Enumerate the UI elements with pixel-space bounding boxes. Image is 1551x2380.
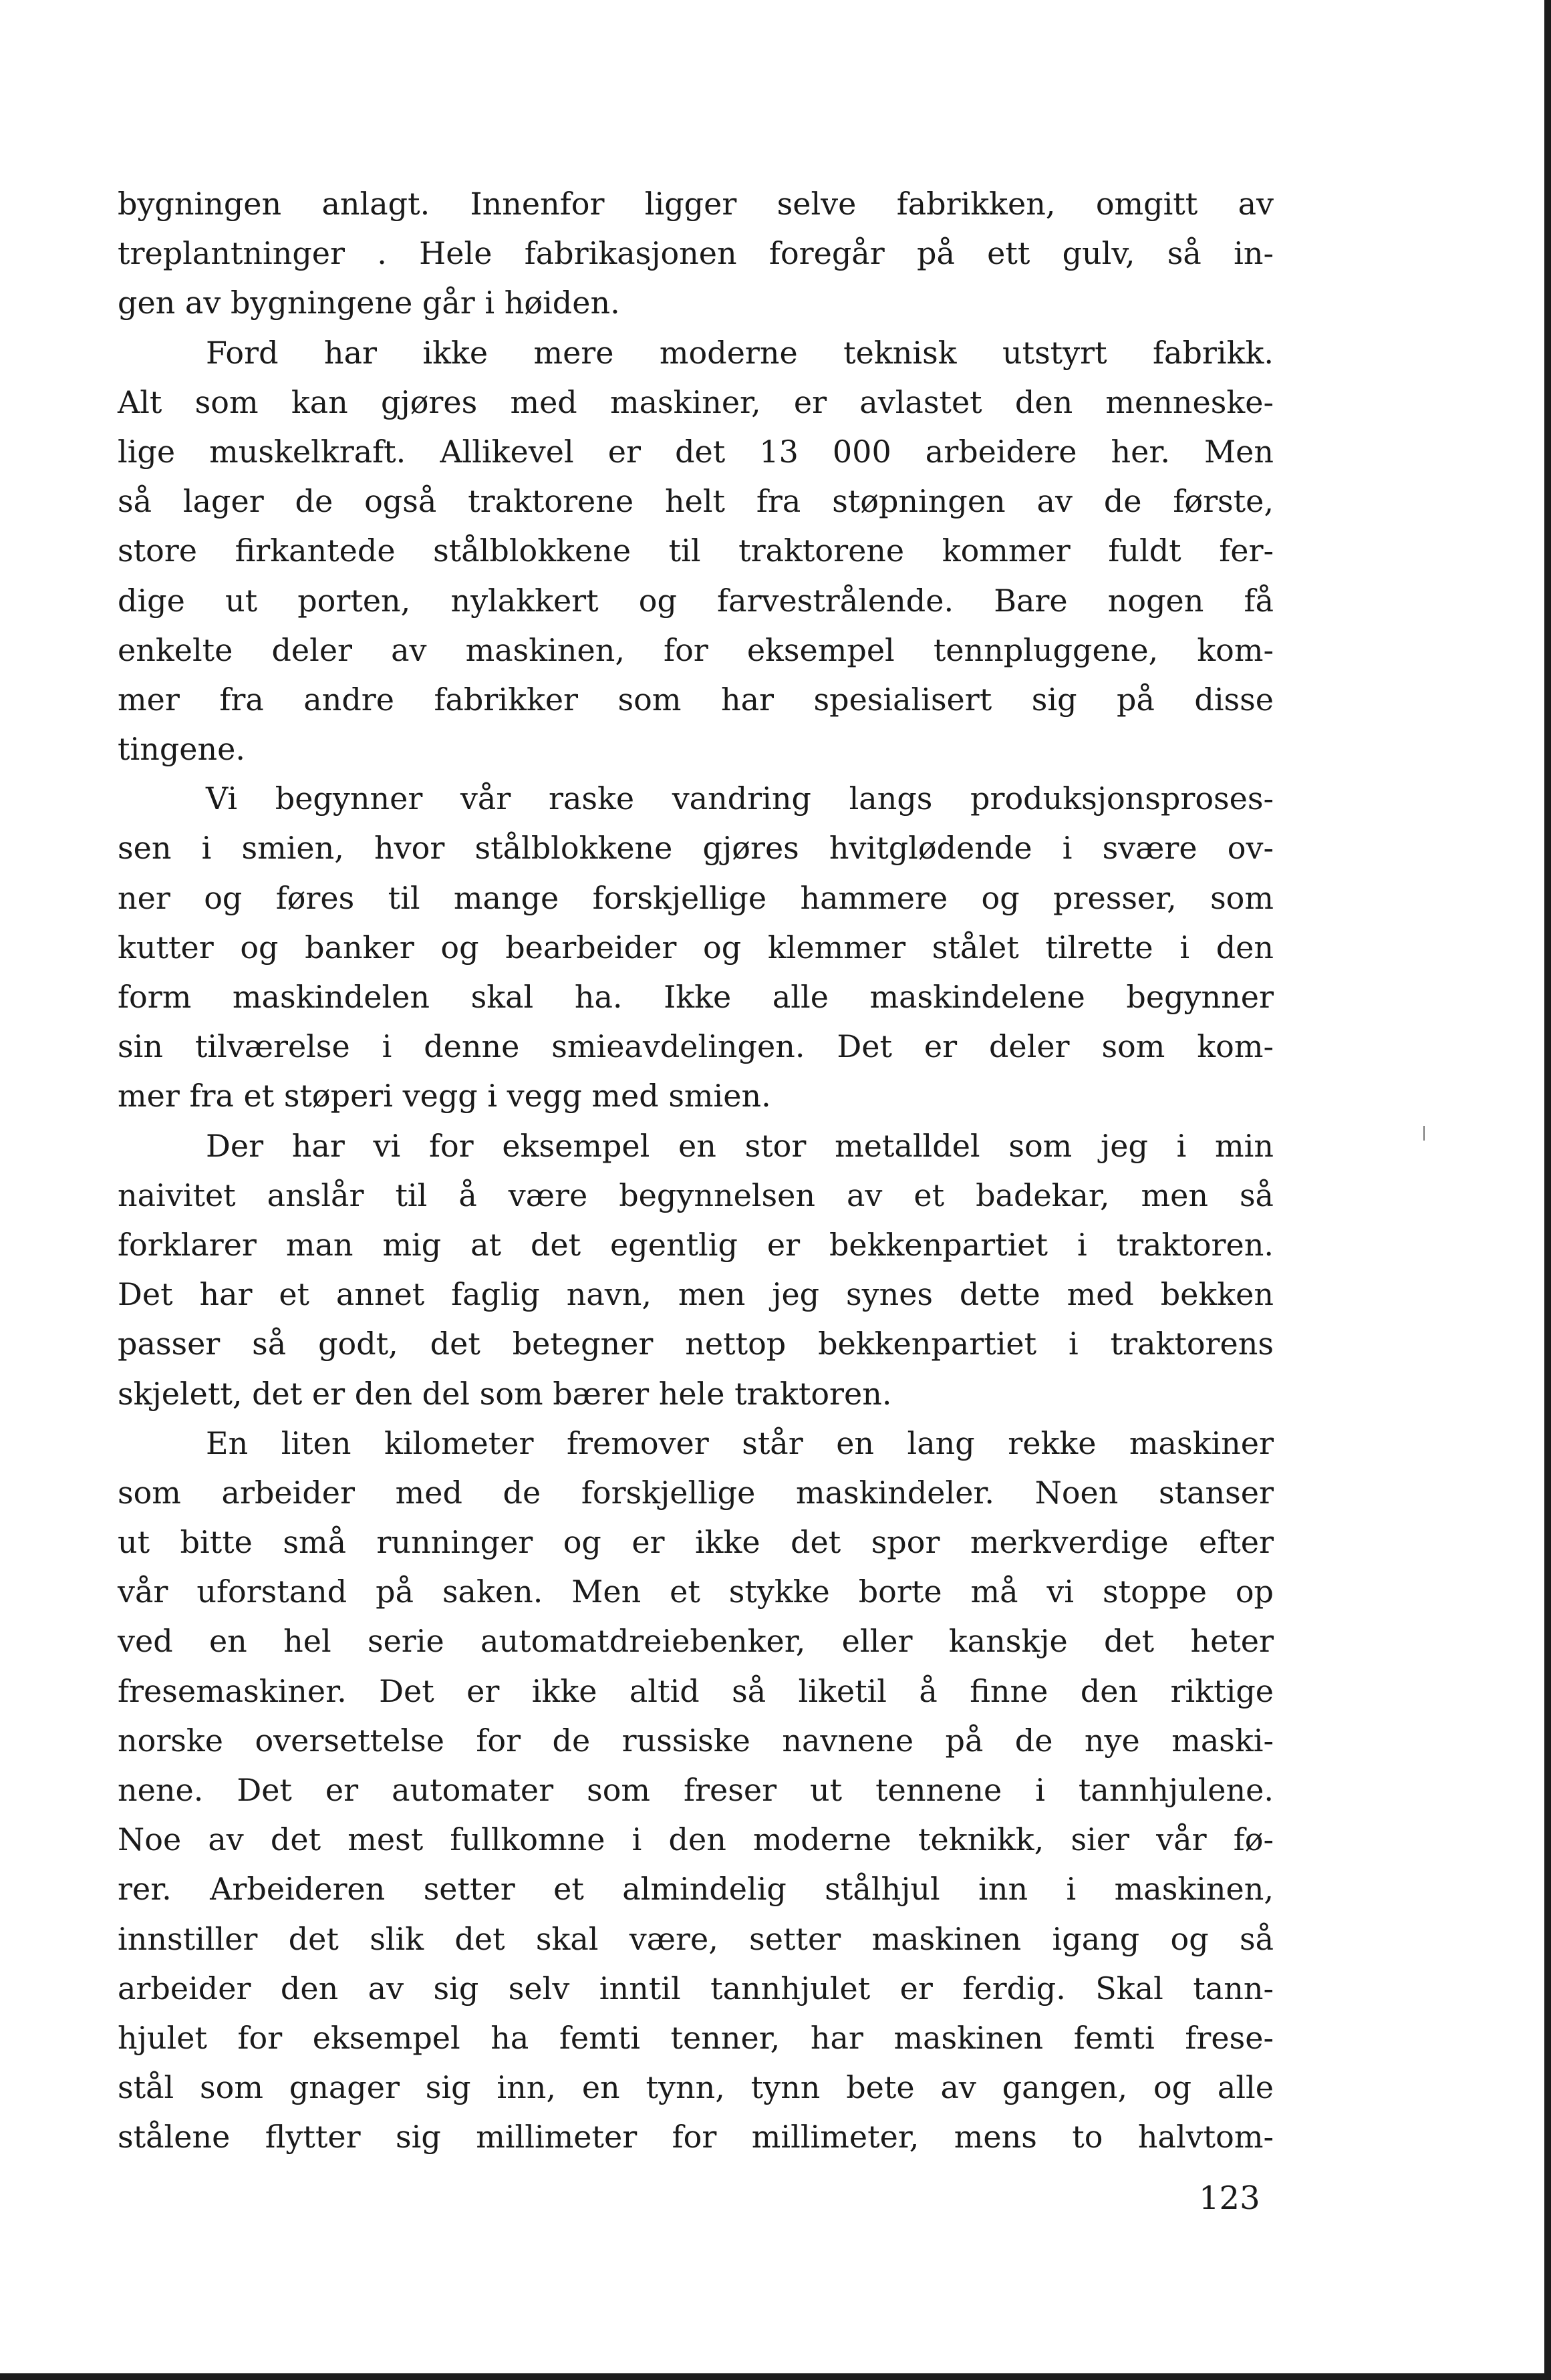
text-line: passer så godt, det betegner nettop bekkenpartiet i traktorens bbox=[118, 1326, 1274, 1362]
text-line: stålene flytter sig millimeter for millimeter, mens to halvtom- bbox=[118, 2119, 1274, 2155]
text-line: sen i smien, hvor stålblokkene gjøres hvitglødende i svære ov- bbox=[118, 830, 1274, 867]
text-line: vår uforstand på saken. Men et stykke borte må vi stoppe op bbox=[118, 1574, 1274, 1610]
text-line: Vi begynner vår raske vandring langs produksjonsproses- bbox=[206, 780, 1274, 817]
text-line: som arbeider med de forskjellige maskindeler. Noen stanser bbox=[118, 1474, 1274, 1511]
text-line: Noe av det mest fullkomne i den moderne teknikk, sier vår fø- bbox=[118, 1821, 1274, 1858]
text-line: nene. Det er automater som freser ut tennene i tannhjulene. bbox=[118, 1772, 1274, 1808]
text-line: form maskindelen skal ha. Ikke alle maskindelene begynner bbox=[118, 979, 1274, 1015]
text-line: enkelte deler av maskinen, for eksempel tennpluggene, kom- bbox=[118, 631, 1274, 668]
text-line: dige ut porten, nylakkert og farvestrålende. Bare nogen få bbox=[118, 582, 1274, 619]
text-line: mer fra et støperi vegg i vegg med smien. bbox=[118, 1078, 771, 1114]
text-line: bygningen anlagt. Innenfor ligger selve fabrikken, omgitt av bbox=[118, 186, 1274, 222]
text-line: hjulet for eksempel ha femti tenner, har maskinen femti frese- bbox=[118, 2019, 1274, 2056]
text-line: så lager de også traktorene helt fra støpningen av de første, bbox=[118, 483, 1274, 520]
text-line: Ford har ikke mere moderne teknisk utstyrt fabrikk. bbox=[206, 334, 1274, 371]
text-line: forklarer man mig at det egentlig er bekkenpartiet i traktoren. bbox=[118, 1226, 1274, 1263]
text-line: store firkantede stålblokkene til traktorene kommer fuldt fer- bbox=[118, 533, 1274, 569]
text-line: innstiller det slik det skal være, setter maskinen igang og så bbox=[118, 1920, 1274, 1957]
text-line: Det har et annet faglig navn, men jeg synes dette med bekken bbox=[118, 1276, 1274, 1313]
text-line: gen av bygningene går i høiden. bbox=[118, 285, 620, 321]
page-number: 123 bbox=[1199, 2180, 1260, 2217]
text-line: Der har vi for eksempel en stor metalldel som jeg i min bbox=[206, 1127, 1274, 1164]
text-line: stål som gnager sig inn, en tynn, tynn bete av gangen, og alle bbox=[118, 2069, 1274, 2106]
text-line: tingene. bbox=[118, 731, 245, 768]
text-line: sin tilværelse i denne smieavdelingen. Det er deler som kom- bbox=[118, 1028, 1274, 1065]
text-line: Alt som kan gjøres med maskiner, er avlastet den menneske- bbox=[118, 384, 1274, 420]
text-line: ved en hel serie automatdreiebenker, eller kanskje det heter bbox=[118, 1623, 1274, 1660]
text-line: lige muskelkraft. Allikevel er det 13 000 arbeidere her. Men bbox=[118, 433, 1274, 470]
body-text bbox=[118, 179, 1274, 2162]
text-line: norske oversettelse for de russiske navnene på de nye maski- bbox=[118, 1722, 1274, 1759]
text-line: rer. Arbeideren setter et almindelig stålhjul inn i maskinen, bbox=[118, 1871, 1274, 1908]
text-line: ner og føres til mange forskjellige hammere og presser, som bbox=[118, 879, 1274, 916]
text-line: arbeider den av sig selv inntil tannhjulet er ferdig. Skal tann- bbox=[118, 1970, 1274, 2006]
text-line: ut bitte små runninger og er ikke det spor merkverdige efter bbox=[118, 1524, 1274, 1561]
text-line: naivitet anslår til å være begynnelsen av et badekar, men så bbox=[118, 1177, 1274, 1213]
text-line: En liten kilometer fremover står en lang rekke maskiner bbox=[206, 1425, 1274, 1461]
text-line: fresemaskiner. Det er ikke altid så liketil å finne den riktige bbox=[118, 1672, 1274, 1709]
text-line: mer fra andre fabrikker som har spesialisert sig på disse bbox=[118, 681, 1274, 718]
margin-mark bbox=[1423, 1126, 1425, 1141]
text-line: treplantninger . Hele fabrikasjonen foregår på ett gulv, så in- bbox=[118, 235, 1274, 272]
text-line: kutter og banker og bearbeider og klemmer stålet tilrette i den bbox=[118, 929, 1274, 965]
text-line: skjelett, det er den del som bærer hele traktoren. bbox=[118, 1375, 892, 1412]
